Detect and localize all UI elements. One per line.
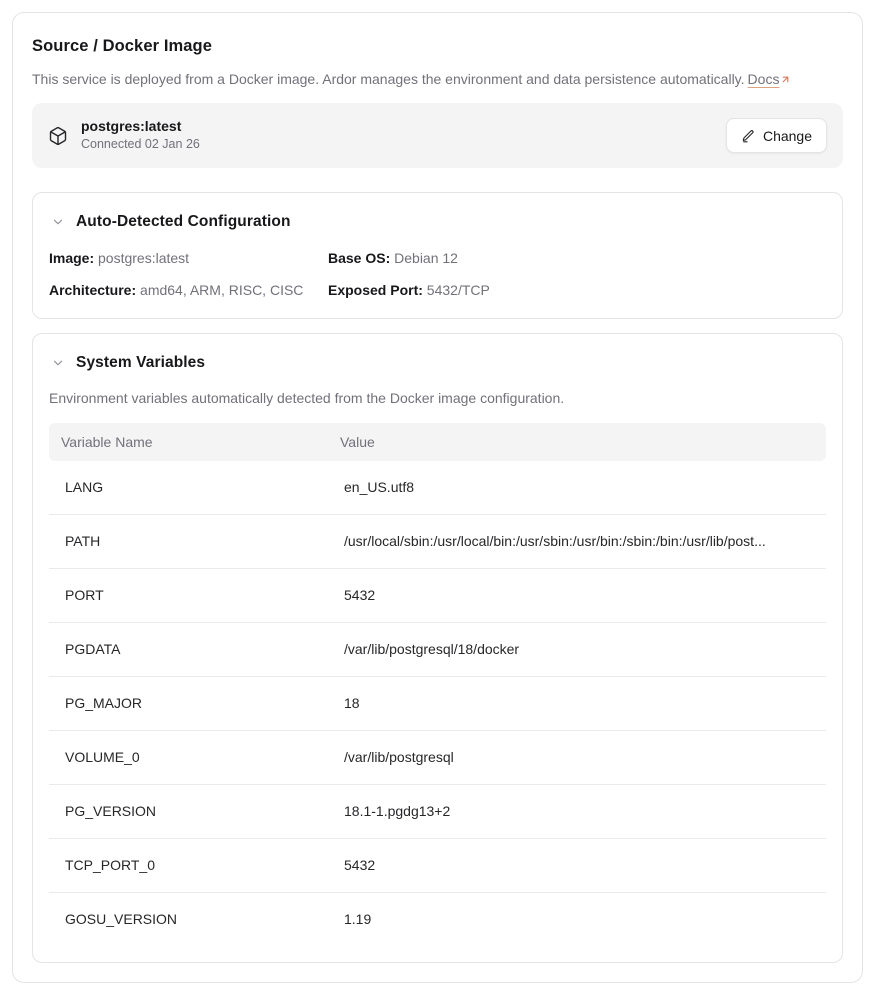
- auto-config-grid: [49, 249, 826, 300]
- variable-value-cell: 18.1-1.pgdg13+2: [328, 785, 826, 839]
- change-button-label: Change: [762, 127, 812, 144]
- docker-image-info: [48, 118, 200, 153]
- page-description: [32, 69, 843, 89]
- system-variables-section-toggle[interactable]: [49, 352, 826, 373]
- section-title: Auto-Detected Configuration: [76, 213, 291, 230]
- config-field-label: Exposed Port:: [328, 282, 423, 298]
- config-field-value: amd64, ARM, RISC, CISC: [136, 282, 304, 298]
- variable-value-cell: 5432: [328, 569, 826, 623]
- table-row: [49, 677, 826, 731]
- connected-date: Connected 02 Jan 26: [81, 137, 200, 151]
- section-title: System Variables: [76, 354, 206, 371]
- variable-value-cell: 18: [328, 677, 826, 731]
- arrow-up-right-icon: [780, 74, 791, 85]
- docker-image-meta: [81, 118, 200, 153]
- variable-value-cell: 1.19: [344, 911, 372, 927]
- config-field-value: Debian 12: [390, 250, 458, 266]
- system-variables-description: Environment variables automatically detected from the Docker image configuration.: [49, 390, 565, 406]
- variable-value-cell: /var/lib/postgresql: [328, 731, 826, 785]
- variable-name-cell: PG_MAJOR: [49, 677, 328, 731]
- chevron-down-icon: [51, 215, 65, 229]
- config-field: [328, 281, 826, 300]
- variable-name-cell: PGDATA: [49, 623, 328, 677]
- table-row: [49, 569, 826, 623]
- page-title: Source / Docker Image: [32, 37, 213, 55]
- variable-name-cell: PG_VERSION: [49, 785, 328, 839]
- table-header-row: [49, 423, 826, 461]
- chevron-down-icon: [51, 356, 65, 370]
- table-row: [49, 515, 826, 569]
- table-row: [49, 785, 826, 839]
- table-row: [49, 893, 826, 947]
- variable-name-cell: TCP_PORT_0: [49, 839, 328, 893]
- table-row: [49, 731, 826, 785]
- system-variables-table: [49, 423, 826, 946]
- variable-value-cell: en_US.utf8: [328, 461, 826, 515]
- variable-name-cell: PORT: [49, 569, 328, 623]
- auto-config-section-toggle[interactable]: [49, 211, 826, 232]
- config-field-value: postgres:latest: [94, 250, 190, 266]
- table-row: [49, 461, 826, 515]
- system-variables-body: [49, 461, 826, 946]
- source-docker-panel: [12, 12, 863, 983]
- table-row: [49, 623, 826, 677]
- docker-image-name: postgres:latest: [81, 118, 182, 134]
- column-header-variable-name: Variable Name: [49, 423, 328, 461]
- variable-value-cell: 5432: [328, 839, 826, 893]
- variable-name-cell: PATH: [49, 515, 328, 569]
- docs-link[interactable]: [748, 71, 792, 87]
- config-field: [328, 249, 826, 268]
- config-field-value: 5432/TCP: [422, 282, 490, 298]
- pencil-icon: [741, 129, 755, 143]
- auto-detected-configuration-section: [32, 192, 843, 319]
- package-icon: [48, 126, 68, 146]
- config-field: [49, 281, 328, 300]
- column-header-value: Value: [328, 423, 826, 461]
- variable-name-cell: LANG: [49, 461, 328, 515]
- docs-link-label: Docs: [747, 71, 780, 87]
- variable-name-cell: VOLUME_0: [49, 731, 328, 785]
- docker-image-card: [32, 103, 843, 168]
- config-field: [49, 249, 328, 268]
- variable-value-cell: /var/lib/postgresql/18/docker: [328, 623, 826, 677]
- variable-value-cell: /usr/local/sbin:/usr/local/bin:/usr/sbin:/usr/bin:/sbin:/bin:/usr/lib/post...: [328, 515, 826, 569]
- system-variables-section: [32, 333, 843, 963]
- variable-name-cell: GOSU_VERSION: [65, 911, 178, 927]
- config-field-label: Image:: [49, 250, 95, 266]
- config-field-label: Base OS:: [328, 250, 391, 266]
- change-button[interactable]: [726, 118, 827, 153]
- page-description-text: This service is deployed from a Docker image. Ardor manages the environment and data persistence automatically.: [32, 71, 745, 87]
- config-field-label: Architecture:: [49, 282, 137, 298]
- table-row: [49, 839, 826, 893]
